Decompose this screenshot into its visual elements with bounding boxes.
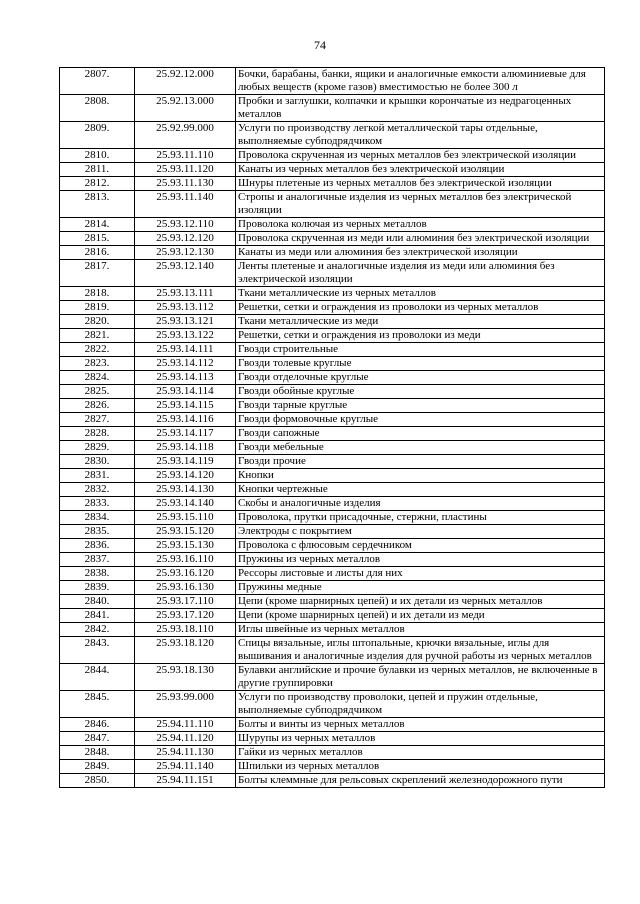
row-number-cell: 2821. xyxy=(60,329,135,343)
description-cell: Проволока скрученная из черных металлов без электрической изоляции xyxy=(236,149,605,163)
description-cell: Цепи (кроме шарнирных цепей) и их детали из черных металлов xyxy=(236,595,605,609)
description-cell: Кнопки чертежные xyxy=(236,483,605,497)
row-number-cell: 2836. xyxy=(60,539,135,553)
code-cell: 25.93.11.110 xyxy=(135,149,236,163)
row-number-cell: 2807. xyxy=(60,68,135,95)
row-number-cell: 2819. xyxy=(60,301,135,315)
table-row xyxy=(60,163,605,177)
description-cell: Шпильки из черных металлов xyxy=(236,760,605,774)
description-cell: Иглы швейные из черных металлов xyxy=(236,623,605,637)
table-row xyxy=(60,691,605,718)
description-cell: Электроды с покрытием xyxy=(236,525,605,539)
table-row xyxy=(60,441,605,455)
description-cell: Канаты из меди или алюминия без электрической изоляции xyxy=(236,246,605,260)
row-number-cell: 2839. xyxy=(60,581,135,595)
table-row xyxy=(60,301,605,315)
description-cell: Гвозди строительные xyxy=(236,343,605,357)
code-cell: 25.93.16.120 xyxy=(135,567,236,581)
row-number-cell: 2835. xyxy=(60,525,135,539)
table-row xyxy=(60,95,605,122)
table-row xyxy=(60,664,605,691)
row-number-cell: 2849. xyxy=(60,760,135,774)
row-number-cell: 2850. xyxy=(60,774,135,788)
description-cell: Канаты из черных металлов без электрической изоляции xyxy=(236,163,605,177)
description-cell: Решетки, сетки и ограждения из проволоки из черных металлов xyxy=(236,301,605,315)
row-number-cell: 2811. xyxy=(60,163,135,177)
code-cell: 25.93.13.121 xyxy=(135,315,236,329)
row-number-cell: 2812. xyxy=(60,177,135,191)
description-cell: Проволока, прутки присадочные, стержни, пластины xyxy=(236,511,605,525)
description-cell: Гвозди прочие xyxy=(236,455,605,469)
table-row xyxy=(60,595,605,609)
code-cell: 25.93.14.117 xyxy=(135,427,236,441)
code-cell: 25.94.11.120 xyxy=(135,732,236,746)
row-number-cell: 2844. xyxy=(60,664,135,691)
code-cell: 25.92.99.000 xyxy=(135,122,236,149)
description-cell: Услуги по производству проволоки, цепей и пружин отдельные, выполняемые субподрядчиком xyxy=(236,691,605,718)
row-number-cell: 2829. xyxy=(60,441,135,455)
description-cell: Гайки из черных металлов xyxy=(236,746,605,760)
row-number-cell: 2834. xyxy=(60,511,135,525)
description-cell: Гвозди формовочные круглые xyxy=(236,413,605,427)
row-number-cell: 2841. xyxy=(60,609,135,623)
table-row xyxy=(60,177,605,191)
row-number-cell: 2810. xyxy=(60,149,135,163)
code-cell: 25.93.14.113 xyxy=(135,371,236,385)
row-number-cell: 2813. xyxy=(60,191,135,218)
description-cell: Гвозди мебельные xyxy=(236,441,605,455)
table-row xyxy=(60,623,605,637)
table-row xyxy=(60,149,605,163)
table-row xyxy=(60,732,605,746)
code-cell: 25.93.13.112 xyxy=(135,301,236,315)
row-number-cell: 2847. xyxy=(60,732,135,746)
code-cell: 25.93.11.140 xyxy=(135,191,236,218)
description-cell: Гвозди толевые круглые xyxy=(236,357,605,371)
row-number-cell: 2843. xyxy=(60,637,135,664)
code-cell: 25.93.11.120 xyxy=(135,163,236,177)
description-cell: Болты и винты из черных металлов xyxy=(236,718,605,732)
table-row xyxy=(60,357,605,371)
row-number-cell: 2833. xyxy=(60,497,135,511)
description-cell: Решетки, сетки и ограждения из проволоки из меди xyxy=(236,329,605,343)
description-cell: Скобы и аналогичные изделия xyxy=(236,497,605,511)
table-row xyxy=(60,232,605,246)
row-number-cell: 2818. xyxy=(60,287,135,301)
table-row xyxy=(60,539,605,553)
description-cell: Пружины из черных металлов xyxy=(236,553,605,567)
row-number-cell: 2826. xyxy=(60,399,135,413)
code-cell: 25.94.11.130 xyxy=(135,746,236,760)
code-cell: 25.93.18.120 xyxy=(135,637,236,664)
table-row xyxy=(60,609,605,623)
table-row xyxy=(60,469,605,483)
table-row xyxy=(60,413,605,427)
table-row xyxy=(60,637,605,664)
table-row xyxy=(60,525,605,539)
row-number-cell: 2831. xyxy=(60,469,135,483)
table-row xyxy=(60,191,605,218)
code-cell: 25.93.11.130 xyxy=(135,177,236,191)
row-number-cell: 2816. xyxy=(60,246,135,260)
table-row xyxy=(60,68,605,95)
description-cell: Гвозди обойные круглые xyxy=(236,385,605,399)
row-number-cell: 2828. xyxy=(60,427,135,441)
table-row xyxy=(60,329,605,343)
code-cell: 25.93.16.130 xyxy=(135,581,236,595)
table-row xyxy=(60,371,605,385)
code-cell: 25.93.14.111 xyxy=(135,343,236,357)
row-number-cell: 2820. xyxy=(60,315,135,329)
description-cell: Гвозди отделочные круглые xyxy=(236,371,605,385)
table-row xyxy=(60,746,605,760)
description-cell: Бочки, барабаны, банки, ящики и аналогичные емкости алюминиевые для любых веществ (кроме газов) вместимостью не более 300 л xyxy=(236,68,605,95)
table-row xyxy=(60,246,605,260)
description-cell: Проволока колючая из черных металлов xyxy=(236,218,605,232)
row-number-cell: 2814. xyxy=(60,218,135,232)
description-cell: Гвозди сапожные xyxy=(236,427,605,441)
code-cell: 25.94.11.140 xyxy=(135,760,236,774)
row-number-cell: 2837. xyxy=(60,553,135,567)
code-cell: 25.93.16.110 xyxy=(135,553,236,567)
description-cell: Пробки и заглушки, колпачки и крышки корончатые из недрагоценных металлов xyxy=(236,95,605,122)
row-number-cell: 2808. xyxy=(60,95,135,122)
description-cell: Ткани металлические из меди xyxy=(236,315,605,329)
table-row xyxy=(60,760,605,774)
code-cell: 25.93.18.110 xyxy=(135,623,236,637)
description-cell: Кнопки xyxy=(236,469,605,483)
code-cell: 25.94.11.110 xyxy=(135,718,236,732)
table-row xyxy=(60,315,605,329)
table-row xyxy=(60,497,605,511)
code-cell: 25.93.14.114 xyxy=(135,385,236,399)
row-number-cell: 2824. xyxy=(60,371,135,385)
row-number-cell: 2845. xyxy=(60,691,135,718)
description-cell: Цепи (кроме шарнирных цепей) и их детали из меди xyxy=(236,609,605,623)
description-cell: Болты клеммные для рельсовых скреплений железнодорожного пути xyxy=(236,774,605,788)
code-cell: 25.93.15.130 xyxy=(135,539,236,553)
table-row xyxy=(60,553,605,567)
table-row xyxy=(60,260,605,287)
row-number-cell: 2842. xyxy=(60,623,135,637)
table-row xyxy=(60,385,605,399)
table-row xyxy=(60,774,605,788)
code-cell: 25.93.15.120 xyxy=(135,525,236,539)
row-number-cell: 2809. xyxy=(60,122,135,149)
code-cell: 25.93.99.000 xyxy=(135,691,236,718)
row-number-cell: 2825. xyxy=(60,385,135,399)
row-number-cell: 2840. xyxy=(60,595,135,609)
row-number-cell: 2846. xyxy=(60,718,135,732)
description-cell: Проволока скрученная из меди или алюминия без электрической изоляции xyxy=(236,232,605,246)
code-cell: 25.93.14.140 xyxy=(135,497,236,511)
row-number-cell: 2815. xyxy=(60,232,135,246)
description-cell: Шурупы из черных металлов xyxy=(236,732,605,746)
table-body xyxy=(60,68,605,788)
description-cell: Стропы и аналогичные изделия из черных металлов без электрической изоляции xyxy=(236,191,605,218)
row-number-cell: 2817. xyxy=(60,260,135,287)
table-row xyxy=(60,483,605,497)
code-cell: 25.93.14.115 xyxy=(135,399,236,413)
table-row xyxy=(60,343,605,357)
description-cell: Рессоры листовые и листы для них xyxy=(236,567,605,581)
description-cell: Услуги по производству легкой металлической тары отдельные, выполняемые субподрядчиком xyxy=(236,122,605,149)
table-row xyxy=(60,287,605,301)
code-cell: 25.92.13.000 xyxy=(135,95,236,122)
description-cell: Пружины медные xyxy=(236,581,605,595)
row-number-cell: 2832. xyxy=(60,483,135,497)
page-number: 74 xyxy=(314,38,326,52)
code-cell: 25.93.17.120 xyxy=(135,609,236,623)
code-cell: 25.92.12.000 xyxy=(135,68,236,95)
table-row xyxy=(60,567,605,581)
row-number-cell: 2823. xyxy=(60,357,135,371)
row-number-cell: 2838. xyxy=(60,567,135,581)
table-row xyxy=(60,718,605,732)
table-row xyxy=(60,122,605,149)
code-cell: 25.93.17.110 xyxy=(135,595,236,609)
code-cell: 25.93.13.111 xyxy=(135,287,236,301)
code-cell: 25.93.14.118 xyxy=(135,441,236,455)
row-number-cell: 2848. xyxy=(60,746,135,760)
code-cell: 25.94.11.151 xyxy=(135,774,236,788)
description-cell: Гвозди тарные круглые xyxy=(236,399,605,413)
table-row xyxy=(60,399,605,413)
table-row xyxy=(60,427,605,441)
code-cell: 25.93.14.116 xyxy=(135,413,236,427)
code-cell: 25.93.12.130 xyxy=(135,246,236,260)
code-cell: 25.93.12.140 xyxy=(135,260,236,287)
table-row xyxy=(60,581,605,595)
description-cell: Шнуры плетеные из черных металлов без электрической изоляции xyxy=(236,177,605,191)
row-number-cell: 2822. xyxy=(60,343,135,357)
description-cell: Ткани металлические из черных металлов xyxy=(236,287,605,301)
code-cell: 25.93.12.120 xyxy=(135,232,236,246)
code-cell: 25.93.14.112 xyxy=(135,357,236,371)
row-number-cell: 2830. xyxy=(60,455,135,469)
description-cell: Проволока с флюсовым сердечником xyxy=(236,539,605,553)
code-cell: 25.93.14.120 xyxy=(135,469,236,483)
table-row xyxy=(60,455,605,469)
classification-table xyxy=(59,67,605,788)
code-cell: 25.93.18.130 xyxy=(135,664,236,691)
code-cell: 25.93.14.119 xyxy=(135,455,236,469)
table-row xyxy=(60,218,605,232)
code-cell: 25.93.14.130 xyxy=(135,483,236,497)
code-cell: 25.93.12.110 xyxy=(135,218,236,232)
description-cell: Булавки английские и прочие булавки из черных металлов, не включенные в другие группировки xyxy=(236,664,605,691)
description-cell: Спицы вязальные, иглы штопальные, крючки вязальные, иглы для вышивания и аналогичные изделия для ручной работы из черных металлов xyxy=(236,637,605,664)
code-cell: 25.93.15.110 xyxy=(135,511,236,525)
code-cell: 25.93.13.122 xyxy=(135,329,236,343)
table-row xyxy=(60,511,605,525)
description-cell: Ленты плетеные и аналогичные изделия из меди или алюминия без электрической изоляции xyxy=(236,260,605,287)
row-number-cell: 2827. xyxy=(60,413,135,427)
